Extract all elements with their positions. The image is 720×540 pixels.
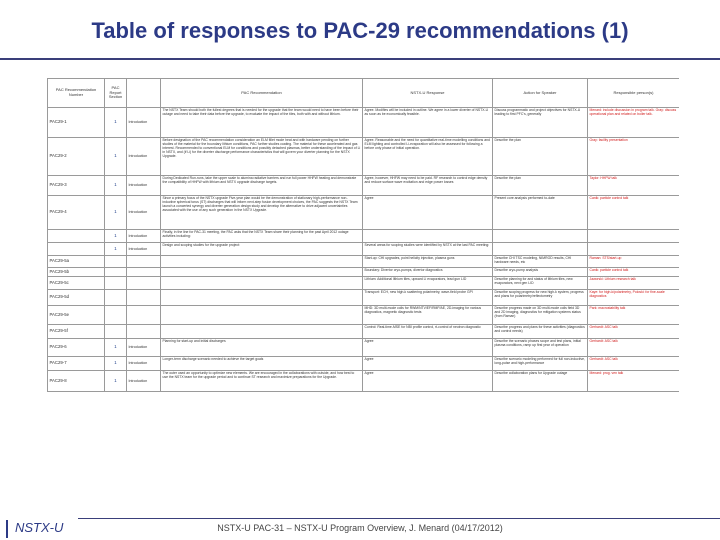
- pac-section-cell: [127, 325, 161, 339]
- responsible-person-cell: Kaye: for high-k/polarimetry, Poloski: for fine-scale diagnostics: [588, 290, 680, 306]
- header-responsible-persons: Responsible person(s): [588, 79, 680, 108]
- header-nstx-u-response: NSTX-U Response: [363, 79, 493, 108]
- nstx-response-cell: Agree, however, HHFW may need to be paid. RF research to control edge density and reduce surface wave excitation and edge power losses: [363, 176, 493, 196]
- pac-rec-number-cell: PAC29-5a: [48, 256, 105, 268]
- pac-section-cell: [127, 268, 161, 277]
- pac-paragraph-cell: [105, 277, 127, 290]
- table-row: [48, 138, 680, 176]
- pac-paragraph-cell: 1: [105, 243, 127, 256]
- pac-section-cell: Introduction: [127, 138, 161, 176]
- pac-rec-number-cell: PAC29-5c: [48, 277, 105, 290]
- table-header-row: [48, 79, 680, 108]
- speaker-action-cell: [493, 230, 588, 243]
- header-pac-report-section: PAC Report Section: [105, 79, 127, 108]
- header-pac-rec-number: PAC Recommendation Number: [48, 79, 105, 108]
- nstx-response-cell: Agree. Modifies will be included in outline. We agree in a lower diverter of NSTX-U as soon as be economically feasible.: [363, 108, 493, 138]
- nstx-response-cell: Agree: [363, 357, 493, 371]
- pac-paragraph-cell: 1: [105, 138, 127, 176]
- pac-section-cell: Introduction: [127, 243, 161, 256]
- table-row: [48, 268, 680, 277]
- nstx-response-cell: [363, 230, 493, 243]
- nstx-response-cell: Lithium: Additional lithium tiles, upward Li evaporators, lead gun LID: [363, 277, 493, 290]
- pac-paragraph-cell: 1: [105, 108, 127, 138]
- header-action-for-speaker: Action for Speaker: [493, 79, 588, 108]
- pac-paragraph-cell: 1: [105, 196, 127, 230]
- pac-section-cell: Introduction: [127, 339, 161, 357]
- pac-recommendation-cell: The NSTX Team should both the fullest degrees that is needed for the upgrade that the team would need to have been before their outage and need to take their data before the upgrade, to evaluate the impact of the tiles, both with and without lithium.: [161, 108, 363, 138]
- pac-paragraph-cell: 1: [105, 339, 127, 357]
- pac-rec-number-cell: PAC29-3: [48, 176, 105, 196]
- speaker-action-cell: Describe CHI TSC modeling, NIMROD results, CHI hardware needs, etc: [493, 256, 588, 268]
- nstx-response-cell: Start-up: CHI upgrades, point helicity injection, plasma guns: [363, 256, 493, 268]
- pac-rec-number-cell: PAC29-7: [48, 357, 105, 371]
- pac-rec-number-cell: PAC29-1: [48, 108, 105, 138]
- footer-text: NSTX-U PAC-31 – NSTX-U Program Overview, J. Menard (04/17/2012): [217, 523, 503, 533]
- speaker-action-cell: Describe progress and plans for these activities (diagnostics and control needs): [493, 325, 588, 339]
- responsible-person-cell: Gerhardt: ASC talk: [588, 357, 680, 371]
- table-row: [48, 256, 680, 268]
- table-row: [48, 277, 680, 290]
- speaker-action-cell: Describe the plan: [493, 138, 588, 176]
- pac-section-cell: [127, 277, 161, 290]
- speaker-action-cell: Describe cryo-pump analysis: [493, 268, 588, 277]
- table-row: [48, 230, 680, 243]
- responsible-person-cell: Menard: prog. ven talk: [588, 371, 680, 392]
- speaker-action-cell: Present core analysis performed to-date: [493, 196, 588, 230]
- pac-section-cell: Introduction: [127, 196, 161, 230]
- pac-rec-number-cell: PAC29-8: [48, 371, 105, 392]
- pac-recommendation-cell: [161, 268, 363, 277]
- speaker-action-cell: Describe the plan: [493, 176, 588, 196]
- pac-recommendation-cell: Since a primary focus of the NSTX upgrade Five-year plan would be the demonstration of stationary high-performance non-inductive spherical torus (ST) discharges that will inform next-step fusion development choices, the PAC suggests the NSTX Team launch a concerted synergy and diverter generation design study and develop the alternative to drive adjacent uncertainties associated with the use of any such generation in the NSTX Upgrade.: [161, 196, 363, 230]
- pac-recommendation-cell: [161, 277, 363, 290]
- responsible-person-cell: Jaworski: Lithium research talk: [588, 277, 680, 290]
- pac-paragraph-cell: [105, 256, 127, 268]
- pac-recommendation-cell: Before designation of the PAC recommendation consideration an ELM fillet mode heat and with hardware pending on further studies of the material for the boundary lithium conditions, PAC further studies coating. The material for these accelerated and gas interest. Recommended to conventional ELM for conditions and possibly detached plasmas, better understanding of the impact of Li in NSTX, and (if Li) for the diverter discharge performance characteristics that will govern your diverter planning for the NSTX Upgrade.: [161, 138, 363, 176]
- pac-paragraph-cell: [105, 290, 127, 306]
- pac-rec-number-cell: PAC29-5d: [48, 290, 105, 306]
- slide-title: Table of responses to PAC-29 recommendations (1): [91, 18, 629, 43]
- speaker-action-cell: Describe scoping progress for new high-k system, progress and plans for polarimetry/reflectometry: [493, 290, 588, 306]
- footer-rule: [78, 518, 720, 519]
- table-row: [48, 306, 680, 325]
- responsible-person-cell: Gray: facility presentation: [588, 138, 680, 176]
- speaker-action-cell: Discuss programmatic and project objectives for NSTX-U leading to first PFC's, generally: [493, 108, 588, 138]
- responsible-person-cell: [588, 243, 680, 256]
- table-row: [48, 108, 680, 138]
- header-pac-recommendation: PAC Recommendation: [161, 79, 363, 108]
- pac-recommendation-cell: During Dedicated Run-runs, take the upper scale to alumina radiative barriers and run full power HHFW heating and demonstrate the compatibility of HHFW with lithium and NSTX upgrade discharge targets.: [161, 176, 363, 196]
- pac-rec-number-cell: PAC29-5e: [48, 306, 105, 325]
- table-row: [48, 290, 680, 306]
- responsible-person-cell: Gerhardt: ASC talk: [588, 339, 680, 357]
- responsible-person-cell: [588, 230, 680, 243]
- pac-recommendation-cell: Longer-term discharge scenario needed to achieve the target goals: [161, 357, 363, 371]
- pac-section-cell: Introduction: [127, 371, 161, 392]
- pac-rec-number-cell: PAC29-2: [48, 138, 105, 176]
- pac-rec-number-cell: PAC29-6: [48, 339, 105, 357]
- pac-recommendation-cell: [161, 290, 363, 306]
- pac-section-cell: [127, 306, 161, 325]
- pac-paragraph-cell: [105, 306, 127, 325]
- nstx-response-cell: Agree. Reasonable and the need for quantitative real-time modelling conditions and ELM lighting and controlled Li-evaporation will also be assessed for following a before only phase of initial operation.: [363, 138, 493, 176]
- pac-recommendation-cell: [161, 325, 363, 339]
- header-blank: [127, 79, 161, 108]
- speaker-action-cell: [493, 243, 588, 256]
- speaker-action-cell: Describe collaboration plans for Upgrade outage: [493, 371, 588, 392]
- speaker-action-cell: Describe progress made on 3D multi-mode coils field 3D and 2D imaging, diagnostics for mitigation systems status (from Raman): [493, 306, 588, 325]
- pac-rec-number-cell: [48, 243, 105, 256]
- responsible-person-cell: Raman: STS/start-up: [588, 256, 680, 268]
- responsible-person-cell: Canik: particle control talk: [588, 268, 680, 277]
- pac-rec-number-cell: PAC29-5f: [48, 325, 105, 339]
- pac-recommendation-cell: Finally, in the line for PAC-31 meeting, the PAC asks that the NSTX Team share their planning for the past April 2012 outage activities including:: [161, 230, 363, 243]
- responsible-person-cell: Gerhardt: ASC talk: [588, 325, 680, 339]
- pac-paragraph-cell: [105, 268, 127, 277]
- table-row: [48, 357, 680, 371]
- table-row: [48, 176, 680, 196]
- pac-recommendation-cell: Planning for start-up and initial discharges: [161, 339, 363, 357]
- pac-section-cell: Introduction: [127, 230, 161, 243]
- speaker-action-cell: Describe the scenario phases scope and test plans, initial plasma conditions, ramp up first year of operation: [493, 339, 588, 357]
- pac-paragraph-cell: 1: [105, 371, 127, 392]
- table-row: [48, 339, 680, 357]
- speaker-action-cell: Describe scenario modeling performed for full non-inductive, long-pulse and high-performance: [493, 357, 588, 371]
- responsible-person-cell: Canik: particle control talk: [588, 196, 680, 230]
- table-body: [48, 108, 680, 392]
- pac-paragraph-cell: [105, 325, 127, 339]
- recommendations-table-container: [47, 78, 679, 508]
- pac-section-cell: Introduction: [127, 176, 161, 196]
- recommendations-table: [47, 78, 679, 392]
- nstx-response-cell: Control: Real-time-MSE for NBI profile control, rt-control of neutron diagnostic: [363, 325, 493, 339]
- table-row: [48, 371, 680, 392]
- nstx-response-cell: Agree: [363, 371, 493, 392]
- table-row: [48, 325, 680, 339]
- pac-recommendation-cell: Design and scoping studies for the upgrade project:: [161, 243, 363, 256]
- pac-rec-number-cell: [48, 230, 105, 243]
- pac-section-cell: [127, 290, 161, 306]
- pac-rec-number-cell: PAC29-4: [48, 196, 105, 230]
- pac-recommendation-cell: [161, 306, 363, 325]
- nstx-response-cell: Several areas for scoping studies were identified by NSTX at the last PAC meeting:: [363, 243, 493, 256]
- nstx-response-cell: Agree: [363, 196, 493, 230]
- pac-section-cell: Introduction: [127, 108, 161, 138]
- pac-paragraph-cell: 1: [105, 230, 127, 243]
- pac-paragraph-cell: 1: [105, 176, 127, 196]
- pac-recommendation-cell: [161, 256, 363, 268]
- responsible-person-cell: Park: macrostability talk: [588, 306, 680, 325]
- speaker-action-cell: Describe planning for and status of lithium tiles, new evaporators, next gen LID: [493, 277, 588, 290]
- responsible-person-cell: Taylor: HHFW talk: [588, 176, 680, 196]
- pac-section-cell: Introduction: [127, 357, 161, 371]
- pac-recommendation-cell: The outer used an opportunity to optimize new elements. We are encouraged in the collaborations with outside, and how best to use the NSTX team for the upgrade period and to continue ST research and maximize preparations for the Upgrade.: [161, 371, 363, 392]
- nstx-response-cell: Boundary: Divertor cryo-pumps, divertor diagnostics: [363, 268, 493, 277]
- pac-rec-number-cell: PAC29-5b: [48, 268, 105, 277]
- nstx-response-cell: MHD: 3D multi-mode coils for RWM/NTV/EF/RMP/AE, 2D-imaging for various diagnostics, magnetic diagnostic tests: [363, 306, 493, 325]
- pac-section-cell: [127, 256, 161, 268]
- title-rule: [0, 58, 720, 60]
- responsible-person-cell: Menard: include discussion in program talk. Gray: discuss operational plan and related on boiler talk.: [588, 108, 680, 138]
- nstx-response-cell: Transport: ECH, new high-k scattering polarimetry, wave-field probe GPI: [363, 290, 493, 306]
- logo-text: NSTX-U: [15, 520, 64, 535]
- table-row: [48, 243, 680, 256]
- pac-paragraph-cell: 1: [105, 357, 127, 371]
- table-row: [48, 196, 680, 230]
- nstx-response-cell: Agree: [363, 339, 493, 357]
